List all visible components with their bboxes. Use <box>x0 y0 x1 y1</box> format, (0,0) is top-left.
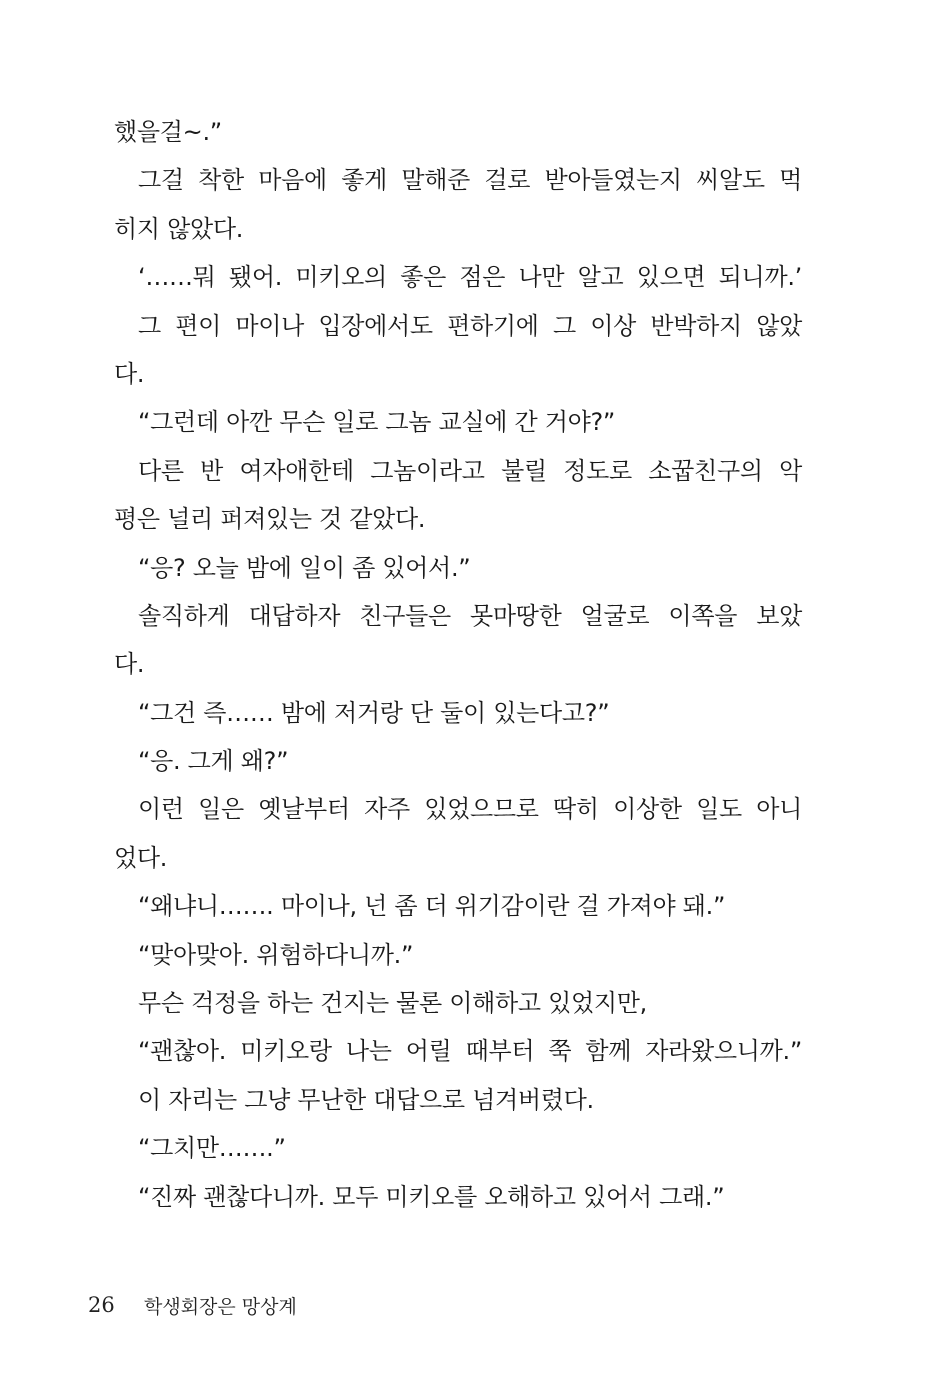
page-body-text <box>114 108 802 1221</box>
text-line: 무슨 걱정을 하는 건지는 물론 이해하고 있었지만, <box>138 989 647 1018</box>
text-line: 이 자리는 그냥 무난한 대답으로 넘겨버렸다. <box>138 1085 594 1114</box>
text-line: “맞아맞아. 위험하다니까.” <box>138 940 414 969</box>
text-line: 히지 않았다. <box>114 214 244 243</box>
text-line: 그걸 착한 마음에 좋게 말해준 걸로 받아들였는지 씨알도 먹 <box>138 166 802 195</box>
text-line: ‘……뭐 됐어. 미키오의 좋은 점은 나만 알고 있으면 되니까.’ <box>138 263 802 292</box>
text-line: 평은 널리 퍼져있는 것 같았다. <box>114 505 426 534</box>
text-line: “그건 즉…… 밤에 저거랑 단 둘이 있는다고?” <box>138 698 610 727</box>
text-line: “진짜 괜찮다니까. 모두 미키오를 오해하고 있어서 그래.” <box>138 1182 725 1211</box>
text-line: “그치만…….” <box>138 1134 286 1163</box>
page-footer <box>88 1290 297 1320</box>
text-line: “응. 그게 왜?” <box>138 747 289 776</box>
running-title: 학생회장은 망상계 <box>144 1295 297 1318</box>
text-line: 했을걸~.” <box>114 118 222 146</box>
text-line: “그런데 아깐 무슨 일로 그놈 교실에 간 거야?” <box>138 408 616 437</box>
text-line: “괜찮아. 미키오랑 나는 어릴 때부터 쭉 함께 자라왔으니까.” <box>138 1037 802 1066</box>
text-line: “왜냐니……. 마이나, 넌 좀 더 위기감이란 걸 가져야 돼.” <box>138 892 726 921</box>
text-line: 다. <box>114 650 145 679</box>
text-line: “응? 오늘 밤에 일이 좀 있어서.” <box>138 553 471 582</box>
text-line: 다른 반 여자애한테 그놈이라고 불릴 정도로 소꿉친구의 악 <box>138 456 802 485</box>
text-line: 이런 일은 옛날부터 자주 있었으므로 딱히 이상한 일도 아니 <box>138 795 802 824</box>
page-number: 26 <box>88 1293 115 1317</box>
text-line: 솔직하게 대답하자 친구들은 못마땅한 얼굴로 이쪽을 보았 <box>138 601 802 630</box>
text-line: 다. <box>114 359 145 388</box>
text-line: 그 편이 마이나 입장에서도 편하기에 그 이상 반박하지 않았 <box>138 311 802 340</box>
text-line: 었다. <box>114 843 168 872</box>
